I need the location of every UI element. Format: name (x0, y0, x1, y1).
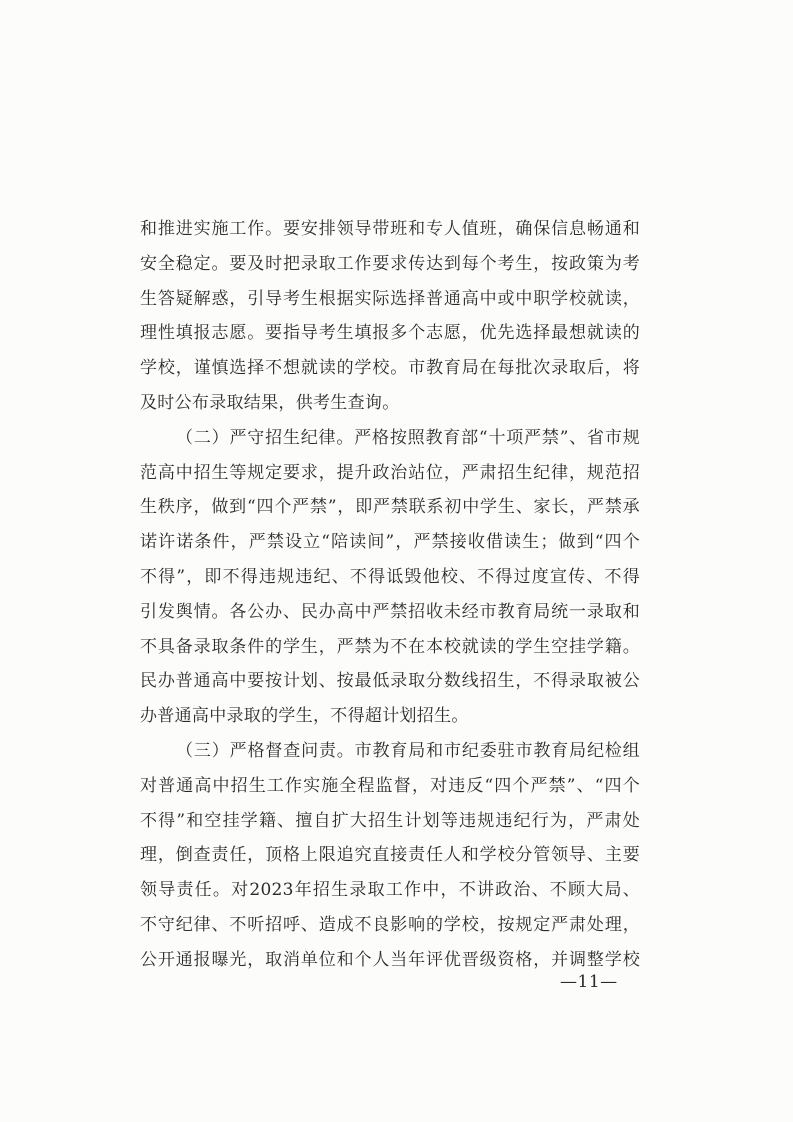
text-line: 诺许诺条件，严禁设立“陪读间”，严禁接收借读生；做到“四个 (140, 532, 640, 553)
text-line: 不守纪律、不听招呼、造成不良影响的学校，按规定严肃处理， (140, 914, 640, 935)
text-line: 生答疑解惑，引导考生根据实际选择普通高中或中职学校就读， (140, 288, 640, 309)
text-line: 生秩序，做到“四个严禁”，即严禁联系初中学生、家长，严禁承 (140, 497, 640, 518)
text-line: 理性填报志愿。要指导考生填报多个志愿，优先选择最想就读的 (140, 323, 640, 344)
text-line: 学校，谨慎选择不想就读的学校。市教育局在每批次录取后，将 (140, 358, 640, 379)
text-line: 理，倒查责任，顶格上限追究直接责任人和学校分管领导、主要 (140, 845, 640, 866)
page-number: —11— (560, 972, 618, 992)
text-line: （二）严守招生纪律。严格按照教育部“十项严禁”、省市规 (176, 427, 640, 448)
text-line: 引发舆情。各公办、民办高中严禁招收未经市教育局统一录取和 (140, 601, 640, 622)
text-line: 范高中招生等规定要求，提升政治站位，严肃招生纪律，规范招 (140, 462, 640, 483)
text-line: 公开通报曝光，取消单位和个人当年评优晋级资格，并调整学校 (140, 949, 640, 970)
text-line: 不得”，即不得违规违纪、不得诋毁他校、不得过度宣传、不得 (140, 566, 640, 587)
text-line: 不得”和空挂学籍、擅自扩大招生计划等违规违纪行为，严肃处 (140, 810, 640, 831)
text-line: 民办普通高中要按计划、按最低录取分数线招生，不得录取被公 (140, 671, 640, 692)
text-line: 和推进实施工作。要安排领导带班和专人值班，确保信息畅通和 (140, 219, 640, 239)
text-line: （三）严格督查问责。市教育局和市纪委驻市教育局纪检组 (176, 740, 640, 761)
text-line: 及时公布录取结果，供考生查询。 (140, 392, 400, 413)
text-line: 领导责任。对2023年招生录取工作中，不讲政治、不顾大局、 (140, 880, 640, 901)
text-line: 安全稳定。要及时把录取工作要求传达到每个考生，按政策为考 (140, 253, 640, 274)
body-text (140, 212, 640, 978)
text-line: 不具备录取条件的学生，严禁为不在本校就读的学生空挂学籍。 (140, 636, 640, 657)
text-line: 对普通高中招生工作实施全程监督，对违反“四个严禁”、“四个 (140, 775, 640, 796)
text-line: 办普通高中录取的学生，不得超计划招生。 (140, 706, 469, 727)
